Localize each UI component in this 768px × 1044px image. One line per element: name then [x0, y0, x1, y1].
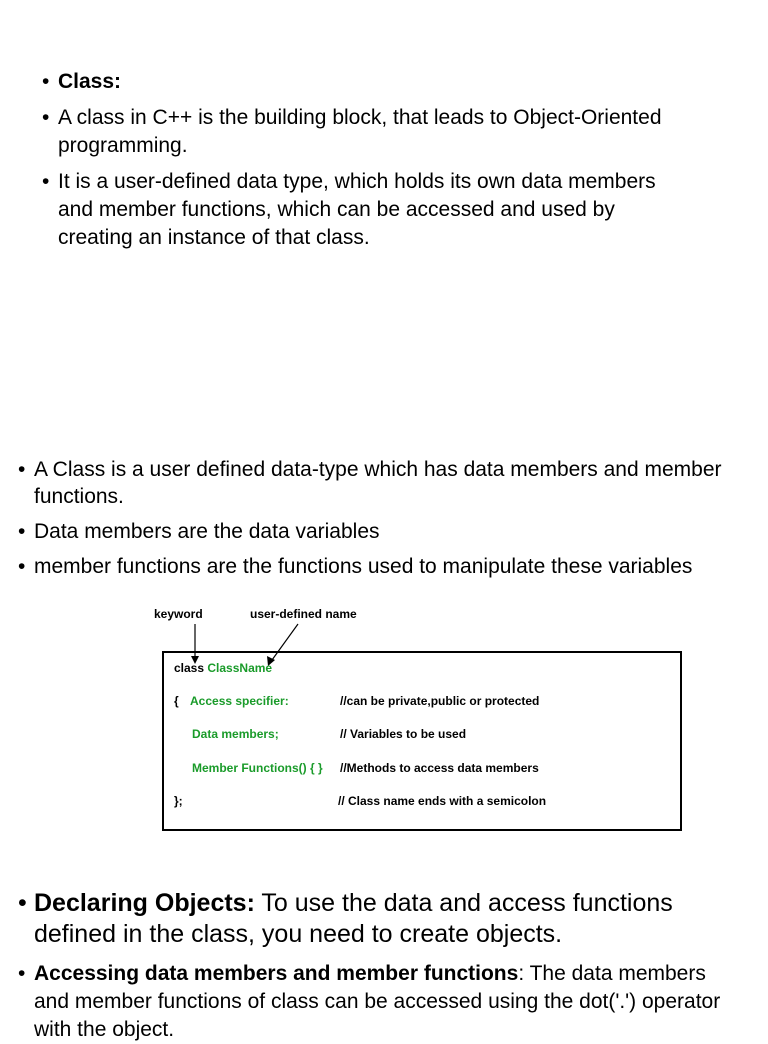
class-keyword: class [174, 661, 205, 675]
bullet-accessing-members: • Accessing data members and member functions: The data members and member functions of class can be accessed using the dot('.') operator with the object. [18, 960, 738, 1044]
close-comment: // Class name ends with a semicolon [338, 794, 547, 808]
open-brace: { [174, 694, 179, 708]
class-code-box [162, 651, 682, 831]
data-members-code: Data members; [192, 727, 279, 741]
keyword-label: keyword [154, 607, 203, 621]
access-specifier: Access specifier: [190, 694, 289, 708]
bullet-class-definition: • A class in C++ is the building block, that leads to Object-Oriented programming. [42, 104, 682, 160]
user-defined-name-label: user-defined name [250, 607, 357, 621]
bullet-class-datatype: • A Class is a user defined data-type which has data members and member functions. [18, 456, 738, 510]
bullet-member-functions: • member functions are the functions used to manipulate these variables [18, 553, 738, 580]
class-intro-list [42, 68, 682, 260]
member-functions-code: Member Functions() { } [192, 761, 323, 775]
class-members-list [18, 456, 738, 588]
access-comment: //can be private,public or protected [340, 694, 540, 708]
class-syntax-diagram [150, 600, 690, 840]
objects-list [18, 888, 738, 1044]
member-functions-comment: //Methods to access data members [340, 761, 539, 775]
data-members-comment: // Variables to be used [340, 727, 467, 741]
bullet-data-members: • Data members are the data variables [18, 518, 738, 545]
bullet-class-heading: • Class: [42, 68, 682, 96]
class-declaration-line [174, 661, 272, 675]
bullet-declaring-objects: • Declaring Objects: To use the data and access functions defined in the class, you need to create objects. [18, 888, 738, 950]
bullet-user-defined-type: • It is a user-defined data type, which holds its own data members and member functions, which can be accessed and used by creating an instance of that class. [42, 168, 682, 252]
class-name: ClassName [207, 661, 273, 675]
close-brace: }; [174, 794, 183, 808]
